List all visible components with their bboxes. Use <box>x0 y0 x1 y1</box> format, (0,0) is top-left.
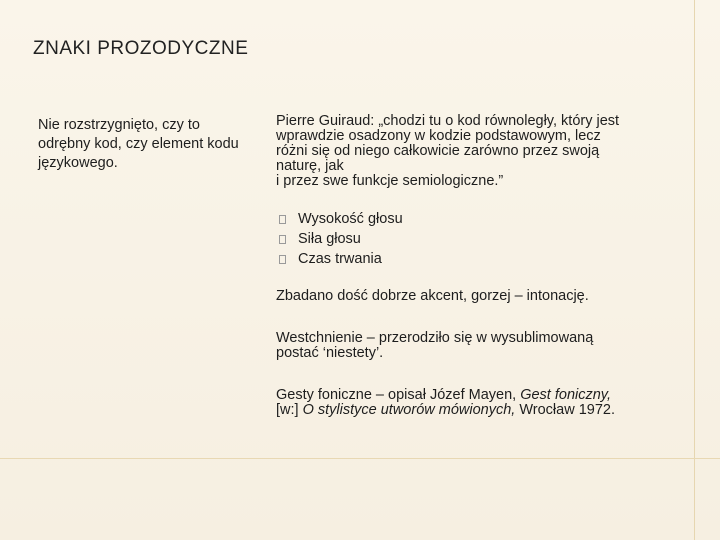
list-item-label: Wysokość głosu <box>298 211 403 227</box>
quote-line: i przez swe funkcje semiologiczne.” <box>276 173 504 189</box>
guiraud-quote <box>276 114 706 189</box>
slide-title: ZNAKI PROZODYCZNE <box>33 38 249 59</box>
decorative-horizontal-rule <box>0 458 720 459</box>
left-column <box>38 116 248 173</box>
phonic-gestures-paragraph <box>276 388 706 418</box>
bullet-box-icon <box>279 215 286 224</box>
book-title: Gest foniczny, <box>520 387 612 403</box>
prosodic-features-list <box>276 209 706 269</box>
quote-line: wprawdzie osadzony w kodzie podstawowym, lecz <box>276 128 601 144</box>
paragraph-line: postać ‘niestety’. <box>276 345 384 361</box>
series-title: O stylistyce utworów mówionych, <box>302 402 516 418</box>
paragraph-line: Westchnienie – przerodziło się w wysublimowaną <box>276 330 594 346</box>
list-item <box>276 229 706 249</box>
accent-paragraph: Zbadano dość dobrze akcent, gorzej – intonację. <box>276 288 589 304</box>
quote-line: naturę, jak <box>276 158 344 174</box>
citation-in: [w:] <box>276 402 303 418</box>
paragraph-line <box>276 403 706 418</box>
list-item-label: Czas trwania <box>298 251 382 267</box>
list-item <box>276 249 706 269</box>
left-column-text: Nie rozstrzygnięto, czy to odrębny kod, czy element kodu językowego. <box>38 117 239 171</box>
list-item <box>276 209 706 229</box>
sigh-paragraph <box>276 331 706 361</box>
quote-line: Pierre Guiraud: „chodzi tu o kod równoległy, który jest <box>276 113 620 129</box>
paragraph-line <box>276 388 706 403</box>
quote-line: różni się od niego całkowicie zarówno przez swoją <box>276 143 600 159</box>
right-column <box>276 114 706 418</box>
citation-suffix: Wrocław 1972. <box>515 402 615 418</box>
bullet-box-icon <box>279 255 286 264</box>
list-item-label: Siła głosu <box>298 231 361 247</box>
citation-prefix: Gesty foniczne – opisał Józef Mayen, <box>276 387 521 403</box>
bullet-box-icon <box>279 235 286 244</box>
